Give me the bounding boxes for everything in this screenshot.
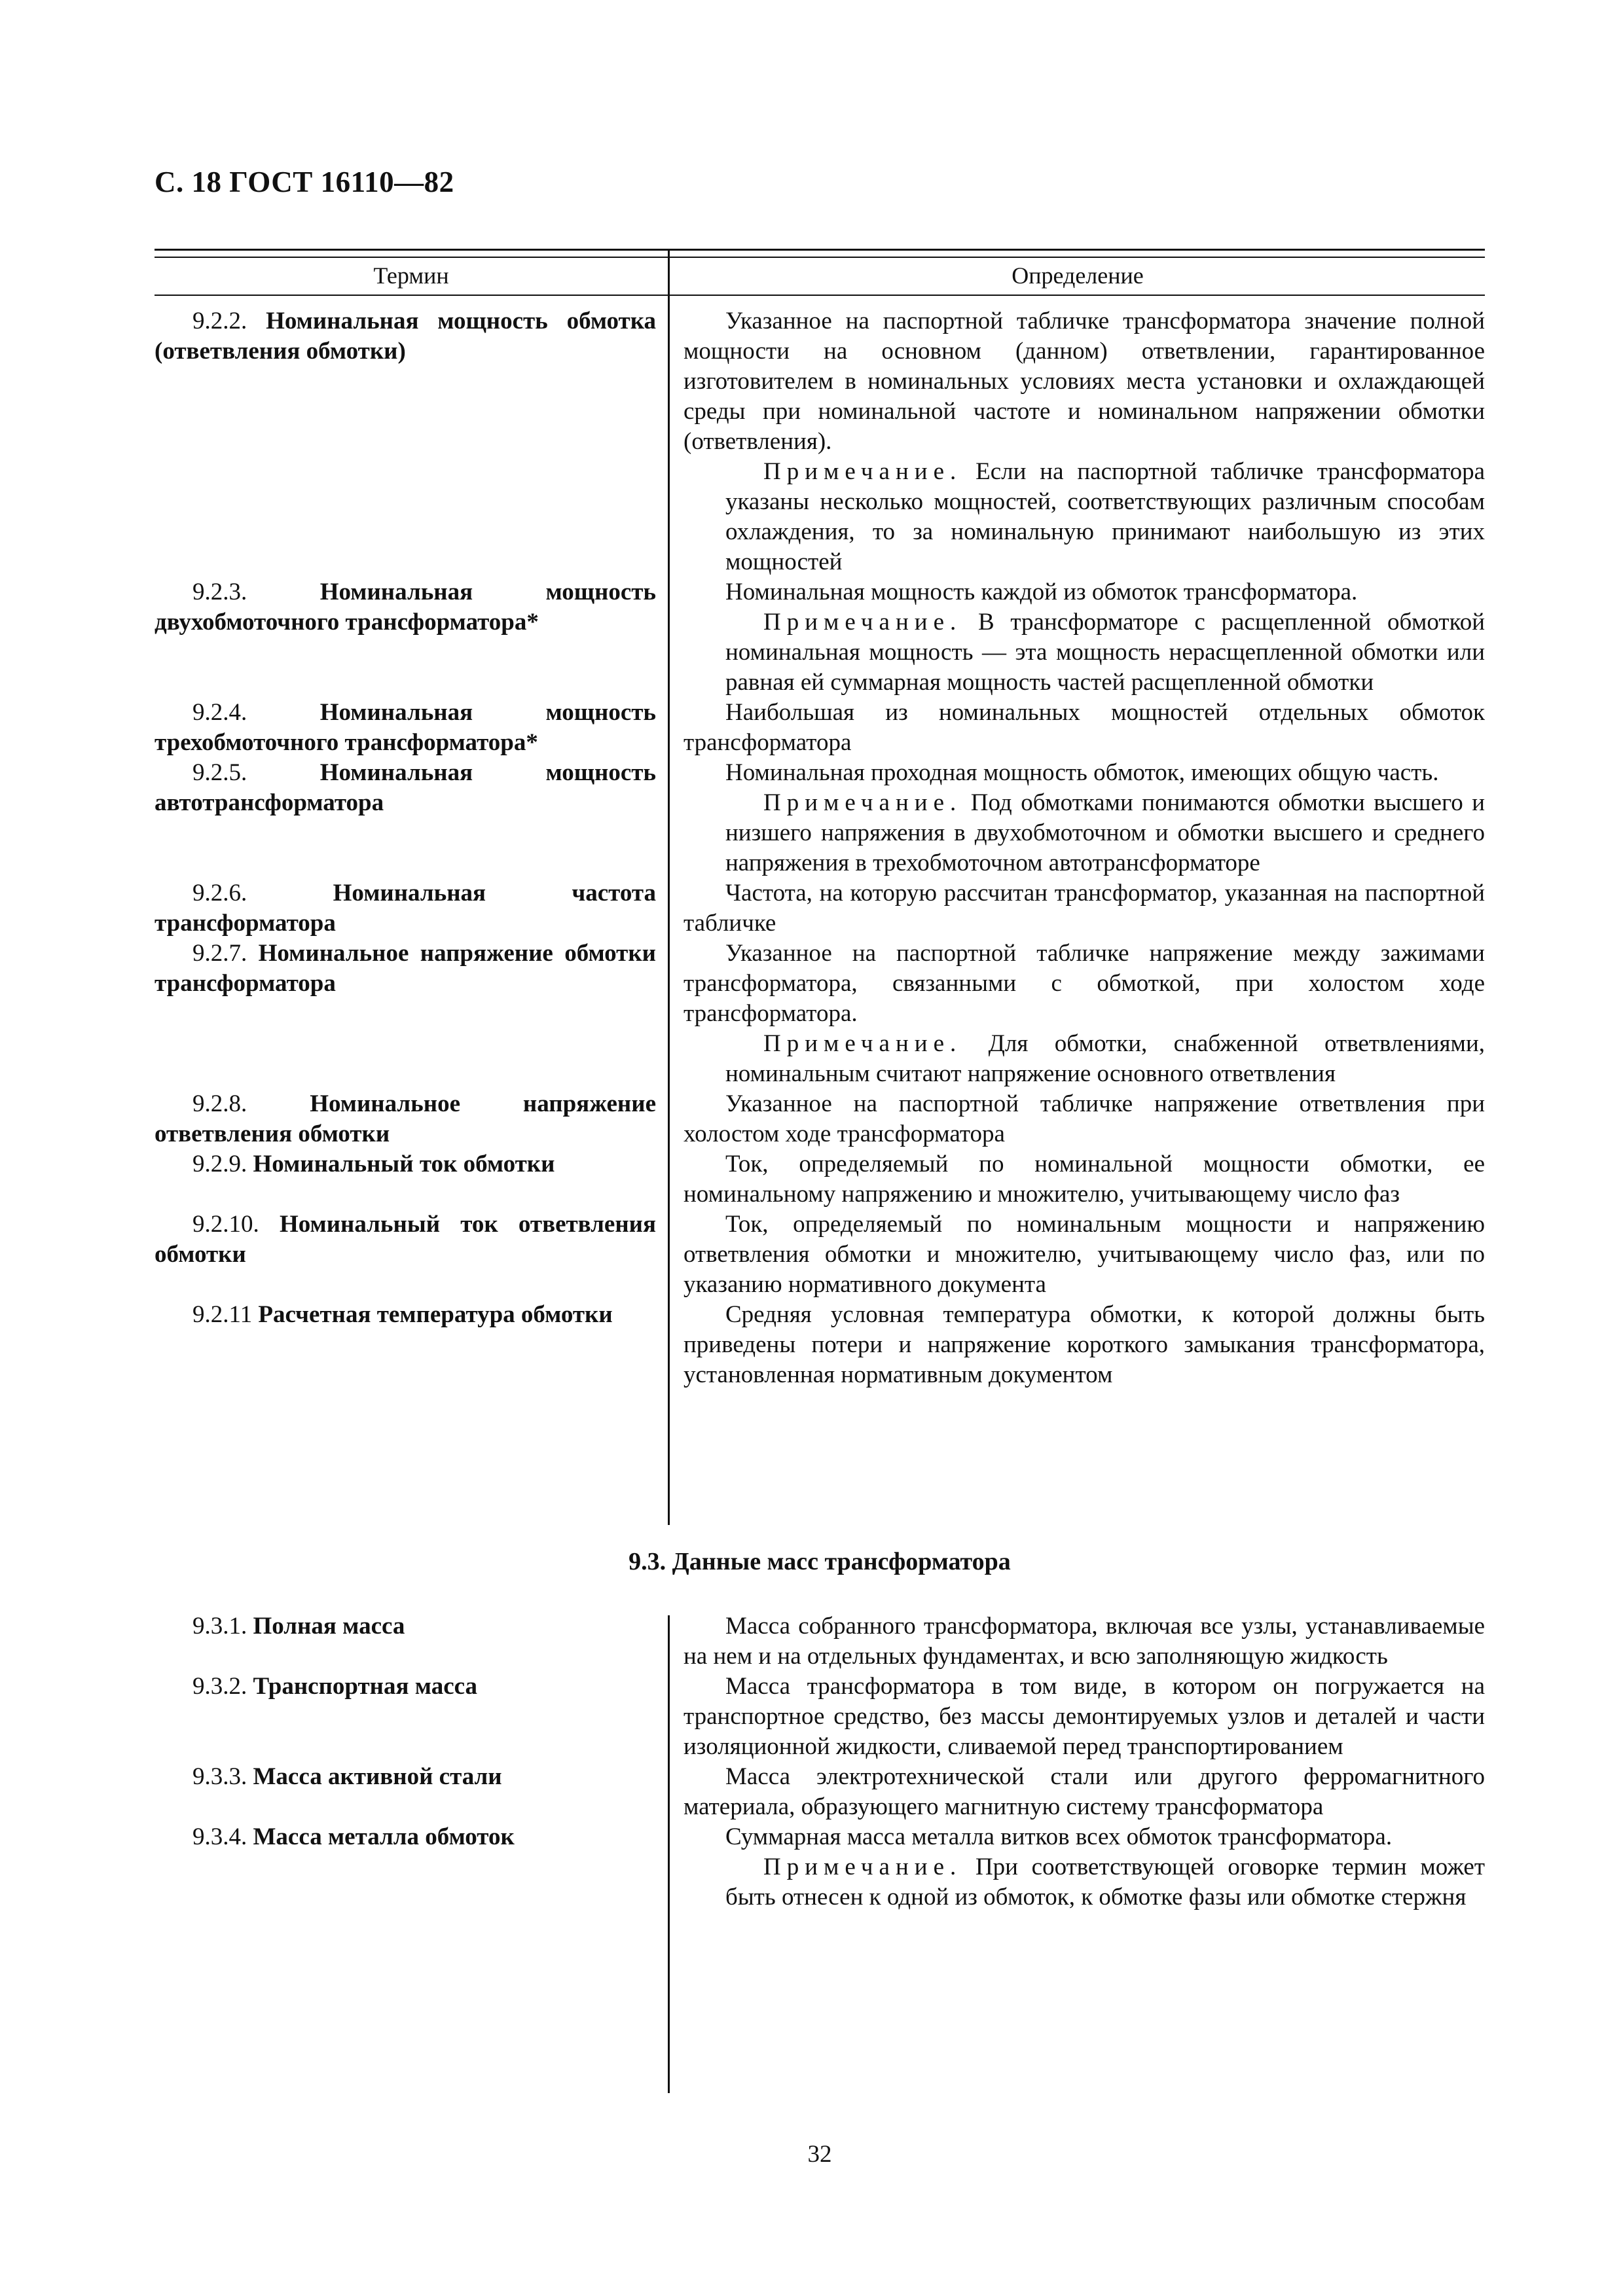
definition-text: Масса собранного трансформатора, включая все узлы, устанавливаемые на нем и на отдельных фундаментах, и всю заполняющую жидкость [684, 1613, 1485, 1670]
definition-cell [684, 1089, 1485, 1149]
term-cell [155, 1149, 656, 1210]
note-label: Примечание. [763, 1030, 962, 1057]
terms-table-9-2 [155, 306, 1485, 1390]
definition-text: Ток, определяемый по номинальным мощности и напряжению ответвления обмотки и множителю, учитывающему число фаз, или по указанию нормативного документа [684, 1211, 1485, 1298]
term-number: 9.2.4. [192, 699, 247, 726]
term-number: 9.3.1. [192, 1613, 247, 1640]
definition-cell [684, 1822, 1485, 1912]
term-title: Расчетная температура обмотки [258, 1301, 613, 1328]
table-header-rule [155, 295, 1485, 296]
definition-cell [684, 577, 1485, 698]
term-title: Транспортная масса [253, 1673, 478, 1700]
note-body: В трансформаторе с расщепленной обмоткой номинальная мощность — эта мощность нерасщепленной обмотки или равная ей суммарная мощность частей расщепленной обмотки [725, 609, 1485, 696]
term-number: 9.2.2. [192, 308, 247, 334]
definition-cell [684, 878, 1485, 939]
note-body: Под обмотками понимаются обмотки высшего и низшего напряжения в двухобмоточном и обмотки высшего и среднего напряжения в трехобмоточном автотрансформаторе [725, 789, 1485, 876]
definition-text: Указанное на паспортной табличке напряжение между зажимами трансформатора, связанными с обмоткой, при холостом ходе трансформатора. [684, 940, 1485, 1027]
column-header-term: Термин [373, 262, 449, 289]
definition-cell [684, 1300, 1485, 1390]
term-title: Номинальная мощность автотрансформатора [155, 759, 656, 816]
term-cell [155, 939, 656, 1089]
term-number: 9.3.4. [192, 1823, 247, 1850]
definition-cell [684, 1149, 1485, 1210]
definition-cell [684, 1210, 1485, 1300]
note-text [725, 457, 1485, 577]
term-cell [155, 1672, 656, 1762]
definition-text: Указанное на паспортной табличке напряжение ответвления при холостом ходе трансформатора [684, 1090, 1485, 1147]
term-cell [155, 1089, 656, 1149]
term-cell [155, 577, 656, 698]
term-title: Масса металла обмоток [253, 1823, 515, 1850]
term-title: Номинальное напряжение ответвления обмотки [155, 1090, 656, 1147]
definition-text: Масса электротехнической стали или другого ферромагнитного материала, образующего магнитную систему трансформатора [684, 1763, 1485, 1820]
definition-text: Суммарная масса металла витков всех обмоток трансформатора. [725, 1823, 1393, 1850]
term-number: 9.2.3. [192, 579, 247, 605]
definition-cell [684, 758, 1485, 878]
note-label: Примечание. [763, 609, 962, 636]
definition-text: Средняя условная температура обмотки, к которой должны быть приведены потери и напряжение короткого замыкания трансформатора, установленная нормативным документом [684, 1301, 1485, 1388]
term-title: Номинальная мощность двухобмоточного трансформатора* [155, 579, 656, 636]
term-title: Номинальное напряжение обмотки трансформатора [155, 940, 656, 997]
terms-table-9-3 [155, 1611, 1485, 1912]
definition-cell [684, 306, 1485, 577]
term-number: 9.2.6. [192, 880, 247, 906]
note-label: Примечание. [763, 458, 962, 485]
term-cell [155, 1611, 656, 1672]
term-title: Масса активной стали [253, 1763, 502, 1790]
term-title: Номинальная частота трансформатора [155, 880, 657, 937]
definition-text: Наибольшая из номинальных мощностей отдельных обмоток трансформатора [684, 699, 1485, 756]
note-text [725, 1852, 1485, 1912]
definition-text: Масса трансформатора в том виде, в котором он погружается на транспортное средство, без массы демонтируемых узлов и деталей и части изоляционной жидкости, сливаемой перед транспортированием [684, 1673, 1485, 1760]
term-cell [155, 758, 656, 878]
term-title: Номинальный ток ответвления обмотки [155, 1211, 656, 1268]
term-number: 9.3.2. [192, 1673, 247, 1700]
note-body: При соответствующей оговорке термин может быть отнесен к одной из обмоток, к обмотке фазы или обмотке стержня [725, 1854, 1485, 1910]
term-cell [155, 1210, 656, 1300]
definition-text: Номинальная проходная мощность обмоток, имеющих общую часть. [725, 759, 1439, 786]
note-body: Если на паспортной табличке трансформатора указаны несколько мощностей, соответствующих различным способам охлаждения, то за номинальную принимают наибольшую из этих мощностей [725, 458, 1486, 575]
definition-cell [684, 939, 1485, 1089]
term-title: Номинальная мощность обмотка (ответвления обмотки) [155, 308, 656, 365]
note-body: Для обмотки, снабженной ответвлениями, номинальным считают напряжение основного ответвления [725, 1030, 1485, 1087]
term-cell [155, 306, 656, 577]
term-title: Полная масса [253, 1613, 405, 1640]
term-number: 9.3.3. [192, 1763, 247, 1790]
term-cell [155, 878, 656, 939]
term-number: 9.2.5. [192, 759, 247, 786]
definition-text: Номинальная мощность каждой из обмоток трансформатора. [725, 579, 1358, 605]
note-text [725, 788, 1485, 878]
term-cell [155, 1300, 656, 1390]
note-text [725, 607, 1485, 698]
term-cell [155, 1762, 656, 1822]
table-top-rule [155, 249, 1485, 251]
term-title: Номинальный ток обмотки [253, 1151, 555, 1177]
column-header-definition: Определение [1012, 262, 1144, 289]
note-text [725, 1029, 1485, 1089]
definition-text: Частота, на которую рассчитан трансформатор, указанная на паспортной табличке [684, 880, 1485, 937]
note-label: Примечание. [763, 1854, 962, 1880]
section-title: 9.3. Данные масс трансформатора [629, 1548, 1011, 1575]
page-header: С. 18 ГОСТ 16110—82 [155, 166, 454, 198]
term-title: Номинальная мощность трехобмоточного трансформатора* [155, 699, 656, 756]
definition-cell [684, 698, 1485, 758]
definition-cell [684, 1762, 1485, 1822]
term-cell [155, 698, 656, 758]
term-number: 9.2.7. [192, 940, 247, 967]
term-cell [155, 1822, 656, 1912]
note-label: Примечание. [763, 789, 962, 816]
term-number: 9.2.8. [192, 1090, 247, 1117]
term-number: 9.2.11 [192, 1301, 253, 1328]
term-number: 9.2.10. [192, 1211, 259, 1238]
definition-cell [684, 1611, 1485, 1672]
definition-text: Ток, определяемый по номинальной мощности обмотки, ее номинальному напряжению и множителю, учитывающему число фаз [684, 1151, 1485, 1208]
definition-text: Указанное на паспортной табличке трансформатора значение полной мощности на основном (данном) ответвлении, гарантированное изготовителем в номинальных условиях места установки и охлаждающей среды при номинальной частоте и номинальном напряжении обмотки (ответвления). [684, 308, 1485, 455]
term-number: 9.2.9. [192, 1151, 247, 1177]
definition-cell [684, 1672, 1485, 1762]
page-number: 32 [807, 2141, 832, 2168]
